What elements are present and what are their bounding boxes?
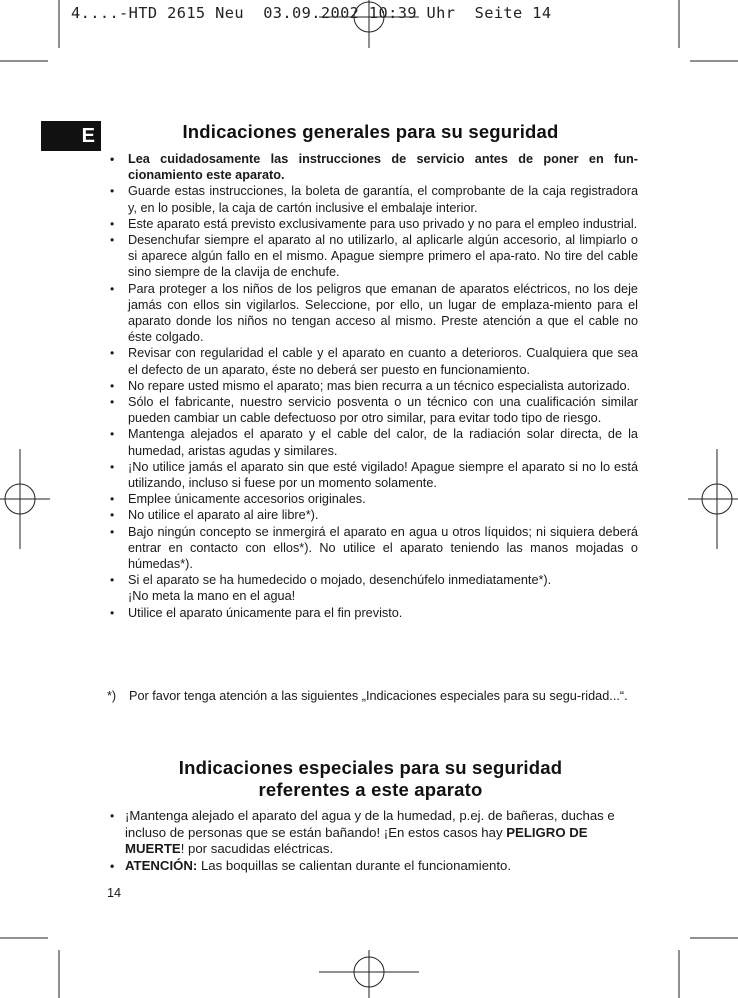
special-safety-list [106, 808, 626, 874]
general-safety-title-text: Indicaciones generales para su seguridad [182, 121, 559, 142]
list-item: • No repare usted mismo el aparato; mas bien recurra a un técnico especialista autorizado. [110, 378, 631, 393]
general-safety-list [106, 151, 638, 621]
danger-warning: PELIGRO DE MUERTE [125, 824, 588, 856]
list-item: • Utilice el aparato únicamente para el fin previsto. [110, 605, 403, 620]
special-safety-title-line1: Indicaciones especiales para su seguridad [178, 757, 563, 778]
page-number: 14 [107, 886, 122, 900]
print-header: 4....-HTD 2615 Neu 03.09.2002 10:39 Uhr Seite 14 [71, 4, 552, 22]
footnote-text: Por favor tenga atención a las siguientes „Indicaciones especiales para su segu-ridad...“. [129, 689, 628, 703]
list-item: • No utilice el aparato al aire libre*). [110, 508, 319, 523]
language-tab: E [41, 121, 101, 151]
special-safety-title-line2: referentes a este aparato [258, 779, 483, 800]
general-safety-title [108, 121, 633, 143]
list-item: • Bajo ningún concepto se inmergirá el aparato en agua u otros líquidos; ni siquiera deberá entrar en contacto con ellos*). No utilice el aparato teniendo las manos mojadas o húmedas*). [110, 524, 638, 572]
list-item: • Guarde estas instrucciones, la boleta de garantía, el comprobante de la caja registradora y, en lo posible, la caja de cartón inclusive el embalaje interior. [110, 184, 638, 215]
special-safety-title [108, 757, 633, 801]
list-item: • Si el aparato se ha humedecido o mojado, desenchúfelo inmediatamente*). ¡No meta la mano en el agua! [110, 573, 552, 604]
list-item: • ATENCIÓN: Las boquillas se calientan durante el funcionamiento. [110, 857, 512, 873]
list-item: • ¡No utilice jamás el aparato sin que esté vigilado! Apague siempre el aparato si no lo está utilizando, incluso si fuese por un momento solamente. [110, 459, 638, 491]
registration-mark-bottom [319, 950, 419, 998]
list-item-extra-line: ¡No meta la mano en el agua! [128, 589, 296, 604]
list-item: • Emplee únicamente accesorios originales. [110, 492, 366, 507]
list-item: • Para proteger a los niños de los peligros que emanan de aparatos eléctricos, no los deje jamás con ellos sin vigilarlos. Seleccione, por ello, un lugar de emplaza-miento para el aparato donde los niños no tengan acceso al mismo. Preste atención a que el cable no éste colgado. [110, 281, 638, 345]
attention-label: ATENCIÓN: [125, 857, 198, 873]
list-item: • Mantenga alejados el aparato y el cable del calor, de la radiación solar directa, de la humedad, aristas agudas y similares. [110, 427, 638, 458]
list-item: • Desenchufar siempre el aparato al no utilizarlo, al aplicarle algún accesorio, al limpiarlo o si aparece algún fallo en el mismo. Apague siempre primero el apa-rato. No tire del cable sino siempre de la clavija de enchufe. [110, 233, 638, 280]
registration-mark-left [0, 449, 50, 549]
list-item: • Lea cuidadosamente las instrucciones de servicio antes de poner en fun-cionamiento este aparato. [110, 152, 638, 183]
registration-mark-right [688, 449, 738, 549]
footnote-marker: *) [107, 689, 117, 703]
list-item: • Sólo el fabricante, nuestro servicio posventa o un técnico con una cualificación similar pueden cambiar un cable defectuoso por otro similar, para evitar todo tipo de riesgo. [110, 395, 638, 426]
list-item: • ¡Mantenga alejado el aparato del agua y de la humedad, p.ej. de bañeras, duchas e incluso de personas que se están bañando! ¡En estos casos hay PELIGRO DE MUERTE! por sacudidas eléctricas. [110, 808, 615, 856]
footnote [107, 688, 637, 704]
list-item: • Revisar con regularidad el cable y el aparato en cuanto a deterioros. Cualquiera que sea el defecto de un aparato, éste no deberá ser puesto en funcionamiento. [110, 346, 638, 377]
list-item: • Este aparato está previsto exclusivamente para uso privado y no para el empleo industrial. [110, 216, 638, 231]
